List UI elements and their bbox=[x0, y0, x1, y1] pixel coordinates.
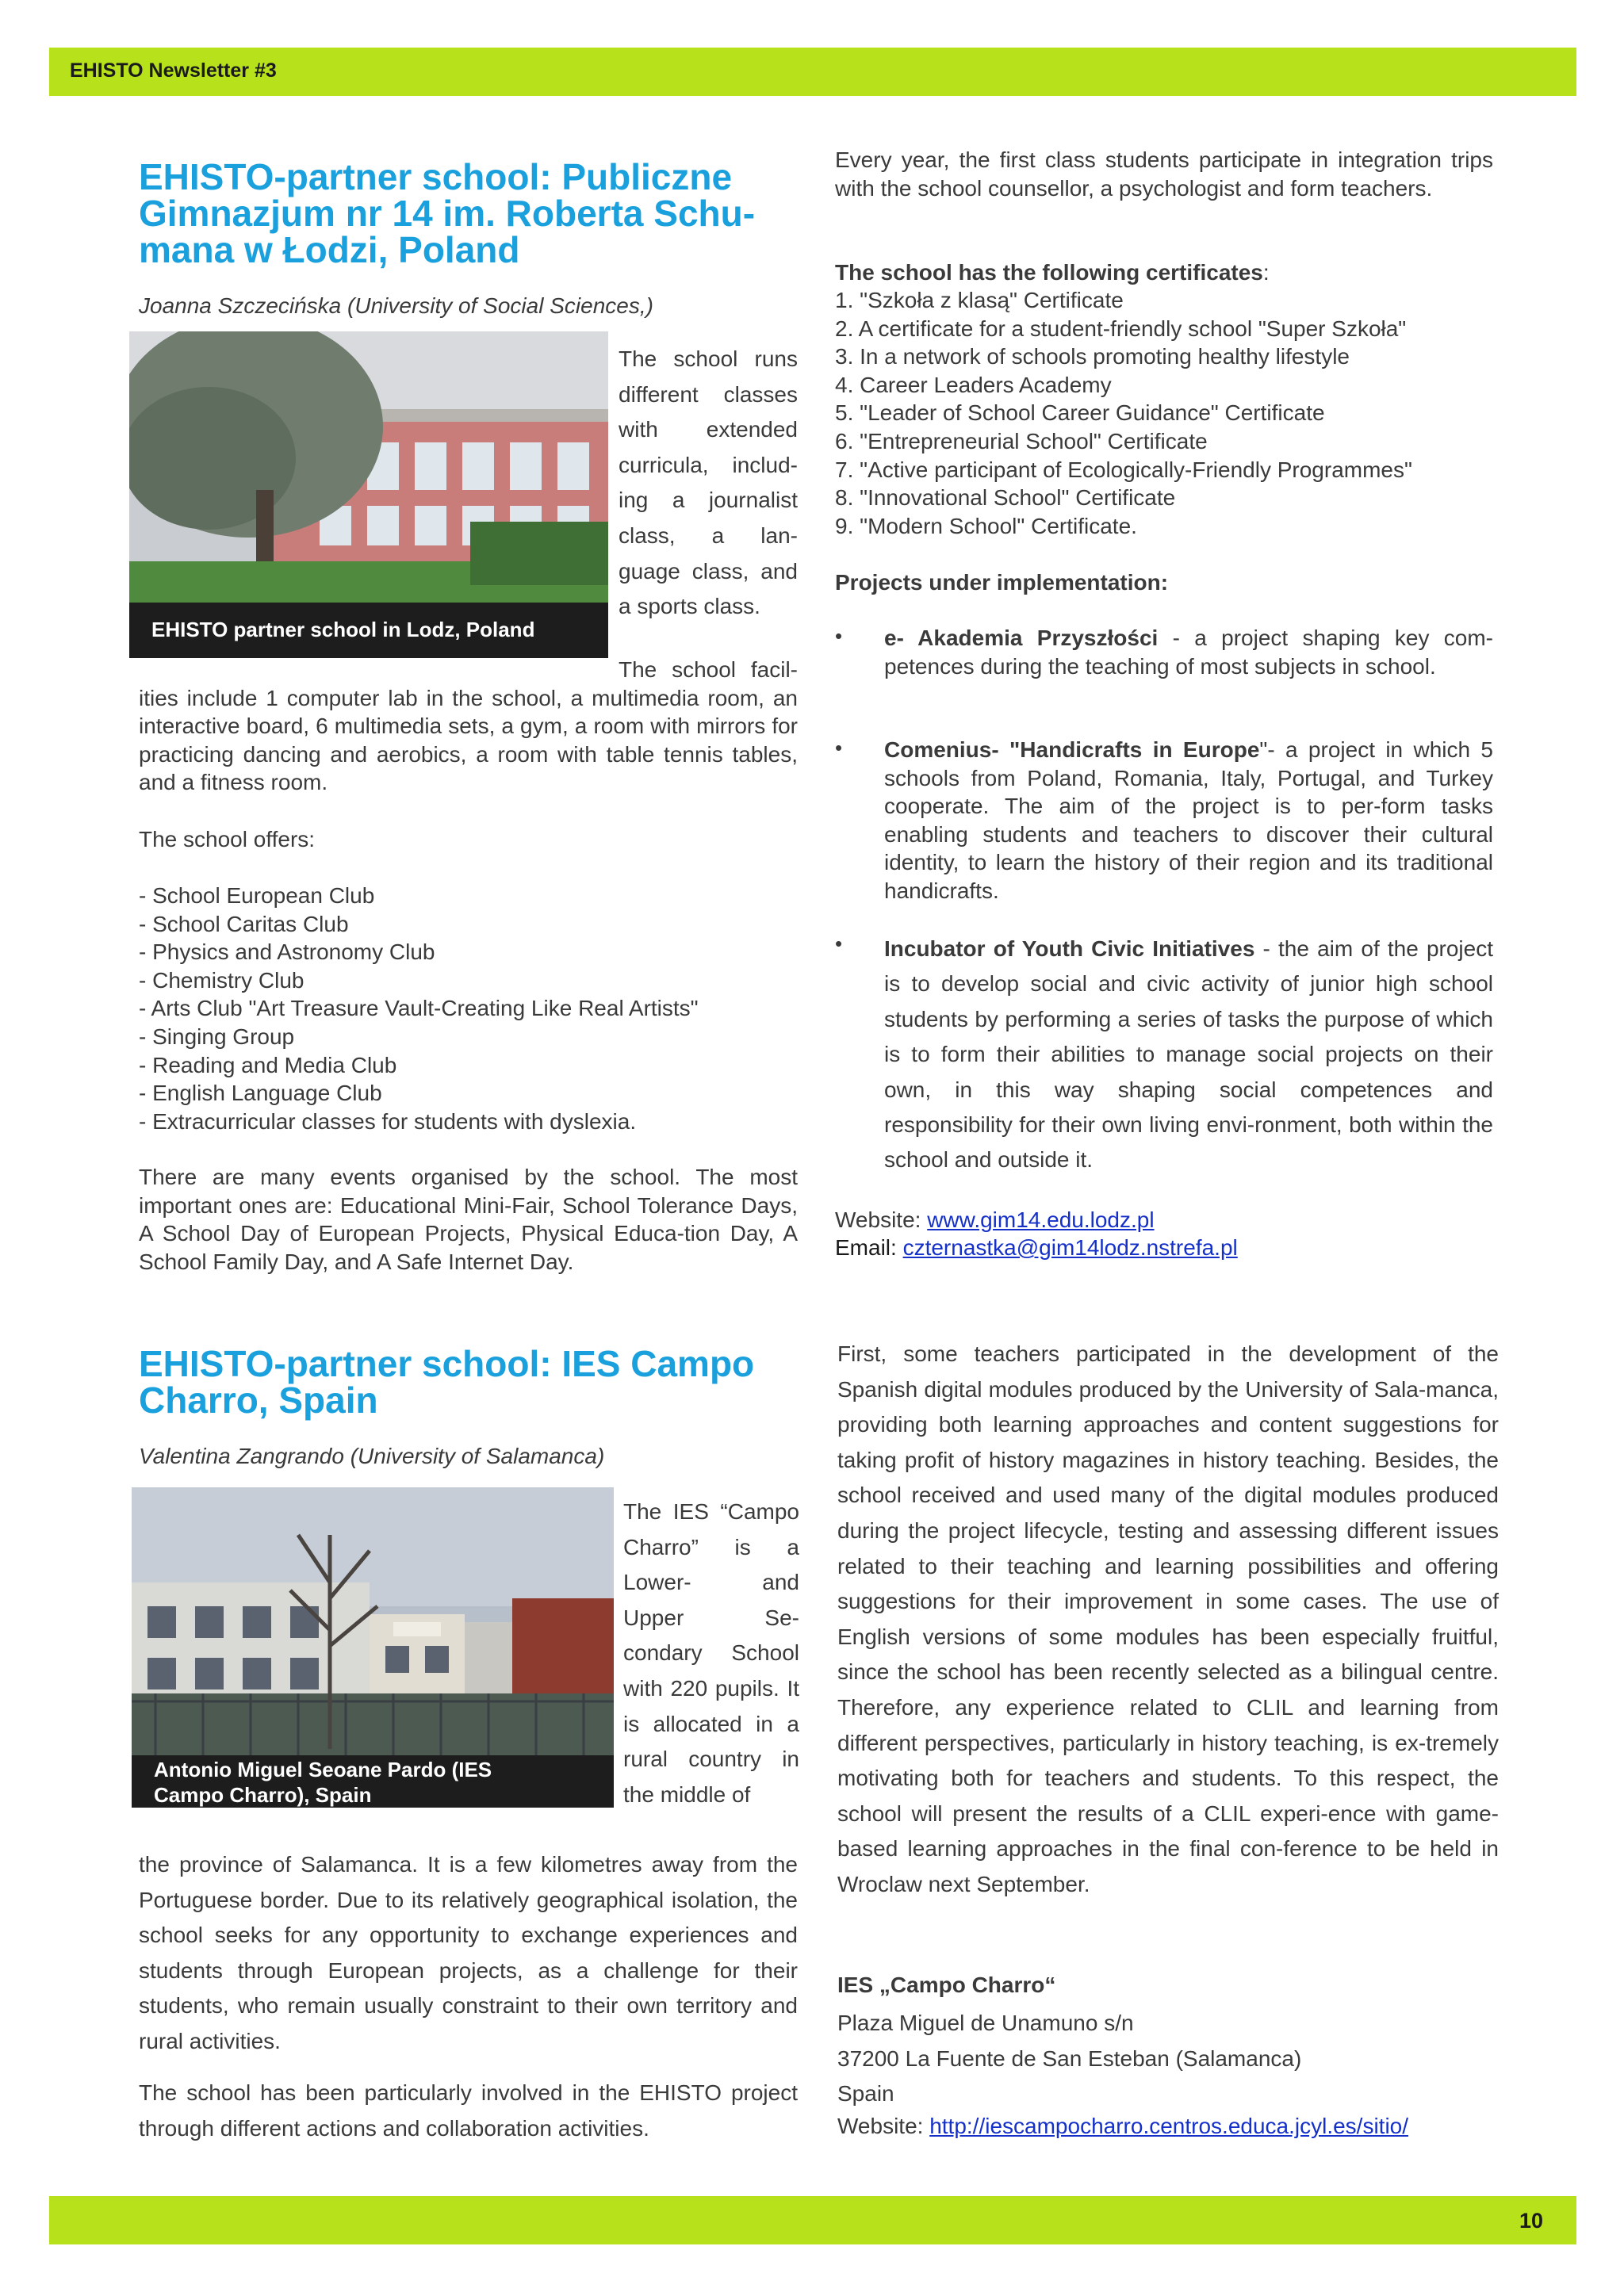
address-line: Plaza Miguel de Unamuno s/n bbox=[837, 2011, 1134, 2035]
article2-author: Valentina Zangrando (University of Salamanca) bbox=[139, 1444, 605, 1468]
project-item bbox=[835, 624, 1493, 680]
article2-right-text: First, some teachers participated in the development of the Spanish digital modules produced by the University of Sala-manca, providing both learning approaches and content suggestions for taking profit of history magazines in history teaching. Besides, the school received and used many of the digital modules produced during the project lifecycle, testing and assessing different issues related to their teaching and learning possibilities and offering suggestions for their improvement in some cases. The use of English versions of some modules has been especially fruitful, since the school has been recently selected as a bilingual centre. Therefore, any experience related to CLIL and learning from different perspectives, particularly in history teaching, is ex-tremely motivating both for teachers and students. To this respect, the school will present the results of a CLIL experi-ence with game-based learning approaches in the final con-ference to be held in Wroclaw next September. bbox=[837, 1341, 1499, 1896]
list-item: - Arts Club "Art Treasure Vault-Creating Like Real Artists" bbox=[139, 996, 699, 1021]
club-list bbox=[139, 882, 821, 1135]
article1-title: EHISTO-partner school: Publiczne Gimnazjum nr 14 im. Roberta Schu-mana w Łodzi, Poland bbox=[139, 156, 756, 270]
header-bar bbox=[49, 48, 1576, 96]
article2-intro: The IES “Campo Charro” is a Lower- and Upper Se-condary School with 220 pupils. It is allocated in a rural country in the middle of bbox=[623, 1499, 799, 1807]
list-item: - School Caritas Club bbox=[139, 911, 349, 936]
article2-intro-continued: the province of Salamanca. It is a few kilometres away from the Portuguese border. Due to its relatively geographical isolation, the school seeks for any opportunity to exchange experiences and students through European projects, as a challenge for their students, who remain usually constraint to their own territory and rural activities. bbox=[139, 1852, 798, 2053]
bullet-icon: • bbox=[835, 932, 843, 955]
project-name: Incubator of Youth Civic Initiatives bbox=[884, 936, 1255, 961]
address-line: Spain bbox=[837, 2081, 894, 2107]
list-item: - Chemistry Club bbox=[139, 967, 304, 993]
list-item: 7. "Active participant of Ecologically-Friendly Programmes" bbox=[835, 457, 1412, 482]
email-link[interactable]: czternastka@gim14lodz.nstrefa.pl bbox=[902, 1235, 1238, 1260]
article1-facilities: The school facil-ities include 1 computer lab in the school, a multimedia room, an interactive board, 6 multimedia sets, a gym, a room with mirrors for practicing dancing and aerobics, a room with table tennis tables, and a fitness room. bbox=[139, 657, 798, 795]
article2-title: EHISTO-partner school: IES Campo Charro, Spain bbox=[139, 1343, 755, 1421]
bullet-icon: • bbox=[835, 624, 843, 648]
list-item: 8. "Innovational School" Certificate bbox=[835, 485, 1176, 511]
article2-photo bbox=[132, 1487, 614, 1808]
website-link[interactable]: http://iescampocharro.centros.educa.jcyl.es/sitio/ bbox=[929, 2114, 1409, 2138]
bullet-icon: • bbox=[835, 736, 843, 760]
list-item: 5. "Leader of School Career Guidance" Certificate bbox=[835, 400, 1325, 426]
project-item bbox=[835, 736, 1493, 905]
list-item: 6. "Entrepreneurial School" Certificate bbox=[835, 428, 1208, 453]
footer-bar bbox=[49, 2196, 1576, 2244]
address-line: 37200 La Fuente de San Esteban (Salamanca) bbox=[837, 2045, 1302, 2071]
list-item: - School European Club bbox=[139, 883, 375, 908]
article1-website: Website: www.gim14.edu.lodz.pl bbox=[835, 1207, 1155, 1232]
address-name: IES „Campo Charro“ bbox=[837, 1973, 1056, 1997]
certificates-heading-text: The school has the following certificates bbox=[835, 260, 1263, 285]
list-item: 9. "Modern School" Certificate. bbox=[835, 513, 1137, 538]
page-number: 10 bbox=[1519, 2209, 1543, 2233]
list-item: 1. "Szkoła z klasą" Certificate bbox=[835, 288, 1124, 312]
list-item: 2. A certificate for a student-friendly school "Super Szkoła" bbox=[835, 316, 1407, 341]
website-link[interactable]: www.gim14.edu.lodz.pl bbox=[927, 1207, 1155, 1232]
project-text: "- a project in which 5 schools from Poland, Romania, Italy, Portugal, and Turkey cooperate. The aim of the project is to per-form tasks enabling students and teachers to discover their cultural identity, to learn the history of their region and its traditional handicrafts. bbox=[884, 737, 1493, 903]
projects-heading: Projects under implementation: bbox=[835, 570, 1169, 595]
project-name: Comenius- "Handicrafts in Europe bbox=[884, 737, 1260, 762]
list-item: - Extracurricular classes for students with dyslexia. bbox=[139, 1108, 637, 1134]
project-text: - the aim of the project is to develop social and civic activity of junior high school students by performing a series of tasks the purpose of which is to form their abilities to manage social projects on their own, in this way shaping social competences and responsibility for their own living envi-ronment, both within the school and outside it. bbox=[884, 936, 1493, 1173]
address-lines bbox=[837, 2006, 1301, 2112]
article2-involvement: The school has been particularly involved in the EHISTO project through different actions and collaboration activities. bbox=[139, 2080, 798, 2141]
article1-author: Joanna Szczecińska (University of Social Sciences,) bbox=[139, 293, 653, 318]
project-item bbox=[835, 932, 1493, 1178]
list-item: - Reading and Media Club bbox=[139, 1052, 397, 1077]
article2-photo-caption: Antonio Miguel Seoane Pardo (IES Campo Charro), Spain bbox=[132, 1755, 614, 1808]
article1-integration: Every year, the first class students participate in integration trips with the school counsellor, a psychologist and form teachers. bbox=[835, 147, 1493, 201]
list-item: 3. In a network of schools promoting healthy lifestyle bbox=[835, 344, 1350, 369]
article1-photo bbox=[129, 331, 608, 658]
article1-email: Email: czternastka@gim14lodz.nstrefa.pl bbox=[835, 1235, 1238, 1260]
article1-intro: The school runs different classes with extended curricula, includ-ing a journalist class, a lan-guage class, and a sports class. bbox=[619, 346, 798, 619]
list-item: - Physics and Astronomy Club bbox=[139, 939, 435, 965]
list-item: - English Language Club bbox=[139, 1081, 382, 1106]
project-text: - a project shaping key com-petences during the teaching of most subjects in school. bbox=[884, 626, 1493, 679]
list-item: - Singing Group bbox=[139, 1024, 295, 1049]
certificates-heading: The school has the following certificates: bbox=[835, 260, 1270, 285]
newsletter-title: EHISTO Newsletter #3 bbox=[70, 59, 277, 82]
list-item: 4. Career Leaders Academy bbox=[835, 372, 1112, 397]
certificate-list bbox=[835, 286, 1533, 540]
article1-photo-caption: EHISTO partner school in Lodz, Poland bbox=[129, 603, 608, 658]
article1-events: There are many events organised by the school. The most important ones are: Educational Mini-Fair, School Tolerance Days, A School Day of European Projects, Physical Educa-tion Day, A School Family Day, and A Safe Internet Day. bbox=[139, 1165, 798, 1274]
article1-offers-heading: The school offers: bbox=[139, 827, 316, 851]
project-name: e- Akademia Przyszłości bbox=[884, 626, 1159, 650]
article2-website: Website: http://iescampocharro.centros.educa.jcyl.es/sitio/ bbox=[837, 2114, 1409, 2138]
